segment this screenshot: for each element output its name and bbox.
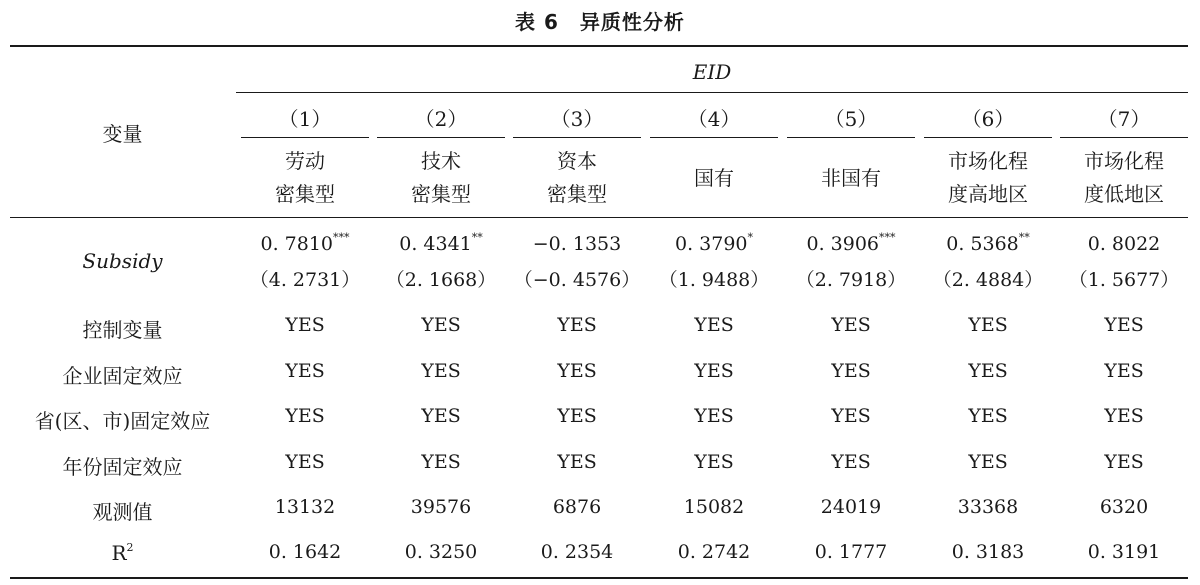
table-cell: YES [421,405,461,427]
table-cell: YES [694,360,734,382]
subsidy-t-statistic: （4. 2731） [249,269,361,291]
subsidy-coefficient [1059,233,1189,255]
column-group-line2: 密集型 [411,182,471,206]
table-cell: YES [831,314,871,336]
table-cell: YES [557,360,597,382]
subsidy-coefficient [786,233,916,255]
r-squared-value: 0. 3183 [951,541,1025,563]
column-number: （5） [824,107,878,131]
column-number: （2） [414,107,468,131]
column-number-underline [513,137,641,138]
table-cell: YES [694,314,734,336]
column-group-label [240,145,370,211]
row-label: 省(区、市)固定效应 [34,409,211,433]
column-number: （6） [961,107,1015,131]
table-cell: YES [285,405,325,427]
coefficient-value: 0. 5368 [946,233,1019,255]
table-cell: YES [1104,314,1144,336]
variable-header: 变量 [102,122,143,146]
table-cell: YES [421,451,461,473]
row-label: 控制变量 [82,318,163,342]
table-cell: YES [831,451,871,473]
r-squared-value: 0. 1777 [814,541,888,563]
column-number-underline [1060,137,1188,138]
column-number-underline [787,137,915,138]
table-cell: 15082 [683,496,745,518]
r-squared-value: 0. 3191 [1087,541,1161,563]
coefficient-value: 0. 3906 [806,233,880,255]
table-cell: YES [1104,405,1144,427]
column-number: （7） [1097,107,1151,131]
column-number-underline [650,137,778,138]
table-cell: YES [968,405,1008,427]
table-cell: 6876 [552,496,602,518]
column-group-line1: 市场化程 [948,149,1028,173]
subsidy-t-statistic: （2. 7918） [795,269,907,291]
row-label: 观测值 [92,500,153,524]
column-group-line2: 度低地区 [1084,182,1164,206]
table-cell: YES [285,314,325,336]
column-number: （3） [550,107,604,131]
column-group-line1: 技术 [421,149,461,173]
table-cell: YES [557,314,597,336]
row-label: 企业固定效应 [62,364,183,388]
column-group-line1: 劳动 [285,149,325,173]
significance-stars: ** [471,231,483,244]
table-cell: 39576 [410,496,472,518]
table-cell: YES [694,451,734,473]
subsidy-coefficient [923,233,1053,255]
coefficient-value: 0. 3790 [674,233,748,255]
eid-underline [236,92,1188,93]
table-cell: YES [557,451,597,473]
coefficient-value: 0. 7810 [260,233,334,255]
top-rule [10,45,1188,47]
row-label-r-squared [10,541,235,565]
table-cell: YES [557,405,597,427]
table-cell: 6320 [1099,496,1149,518]
row-label: 年份固定效应 [62,455,183,479]
table-cell: YES [1104,451,1144,473]
column-group-line1: 市场化程 [1084,149,1164,173]
table-cell: 33368 [957,496,1019,518]
r-squared-value: 0. 2354 [540,541,614,563]
table-cell: YES [285,360,325,382]
significance-stars: ** [1018,231,1030,244]
column-number: （1） [278,107,332,131]
table-title: 表 6 异质性分析 [515,10,685,34]
subsidy-coefficient [376,233,506,255]
subsidy-t-statistic: （1. 9488） [658,269,770,291]
table-cell: YES [421,360,461,382]
column-group-label [923,145,1053,211]
column-number-underline [377,137,505,138]
coefficient-value: −0. 1353 [532,233,622,255]
column-group-label [376,145,506,211]
subsidy-t-statistic: （1. 5677） [1068,269,1180,291]
significance-stars: *** [333,231,350,244]
subsidy-t-statistic: （2. 1668） [385,269,497,291]
column-number: （4） [687,107,741,131]
column-group-line1: 资本 [557,149,597,173]
table-cell: YES [968,314,1008,336]
significance-stars: * [747,231,754,244]
table-cell: 24019 [820,496,882,518]
subsidy-coefficient [512,233,642,255]
table-cell: YES [831,360,871,382]
r-squared-value: 0. 1642 [268,541,342,563]
table-cell: YES [285,451,325,473]
column-group-line2: 密集型 [547,182,607,206]
dependent-variable-header: EID [692,60,732,84]
column-number-underline [924,137,1052,138]
coefficient-value: 0. 4341 [399,233,472,255]
subsidy-t-statistic: （2. 4884） [932,269,1044,291]
r-squared-value: 0. 3250 [404,541,478,563]
table-cell: YES [694,405,734,427]
r-squared-value: 0. 2742 [677,541,751,563]
column-group-label [512,145,642,211]
significance-stars: *** [879,231,896,244]
table-cell: YES [1104,360,1144,382]
r-squared-superscript: 2 [126,541,134,554]
table-cell: 13132 [274,496,336,518]
row-label-subsidy: Subsidy [82,249,163,273]
subsidy-t-statistic: （−0. 4576） [513,269,641,291]
bottom-rule [10,577,1188,579]
table-cell: YES [968,451,1008,473]
column-group-label: 非国有 [821,166,881,190]
table-cell: YES [831,405,871,427]
column-number-underline [241,137,369,138]
column-group-label [1059,145,1189,211]
header-rule [10,217,1188,218]
table-cell: YES [421,314,461,336]
column-group-line2: 度高地区 [948,182,1028,206]
column-group-line2: 密集型 [275,182,335,206]
subsidy-coefficient [240,233,370,255]
table-cell: YES [968,360,1008,382]
coefficient-value: 0. 8022 [1087,233,1161,255]
r-squared-symbol: R [111,541,127,565]
subsidy-coefficient [649,233,779,255]
column-group-label: 国有 [694,166,734,190]
